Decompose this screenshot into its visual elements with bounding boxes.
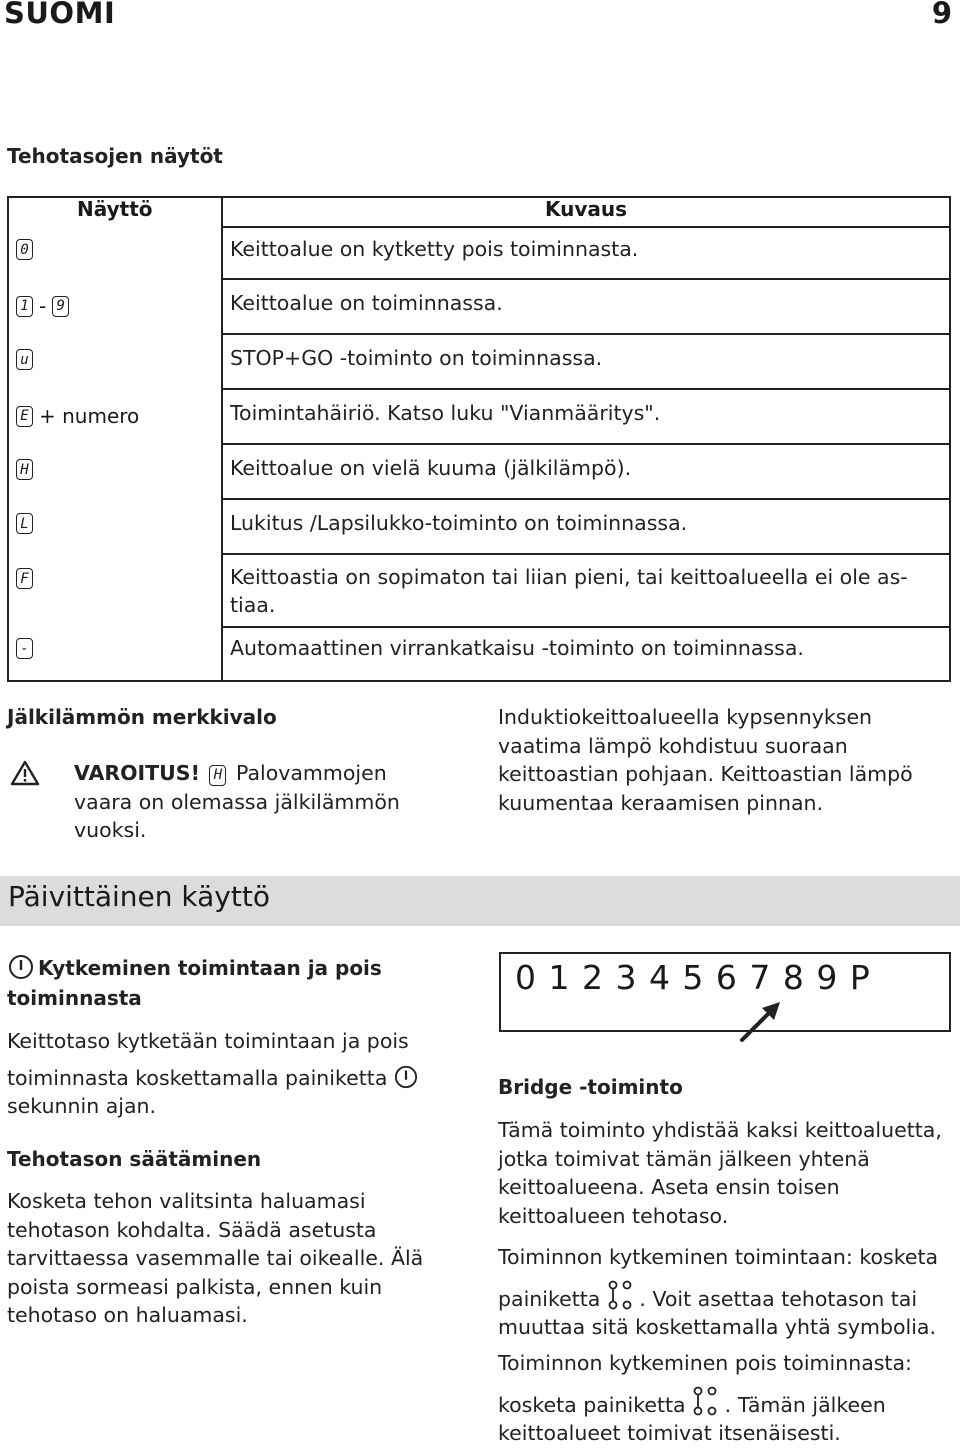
paragraph-line: Keittotaso kytketään toimintaan ja pois (7, 1029, 409, 1053)
power-level-heading: Tehotason säätäminen (7, 1147, 262, 1171)
residual-heat-heading: Jälkilämmön merkkivalo (7, 705, 277, 729)
table-row-divider (221, 498, 949, 500)
display-symbol: L (16, 513, 33, 534)
paragraph-line: Toiminnon kytkeminen pois toiminnasta: (498, 1351, 912, 1375)
table-column-divider (221, 198, 223, 680)
paragraph-line: toiminnasta koskettamalla painiketta (7, 1065, 388, 1090)
induction-paragraph (498, 703, 913, 817)
paragraph-line: Toiminnon kytkeminen toimintaan: kosketa (498, 1245, 939, 1269)
bridge-paragraph-2 (498, 1243, 938, 1342)
table-row-divider (221, 553, 949, 555)
paragraph-line: keittoalueena. Aseta ensin toisen (498, 1175, 840, 1199)
paragraph-line: . Voit asettaa tehotason tai (639, 1286, 918, 1311)
page-number: 9 (931, 0, 952, 30)
display-symbol: H (209, 765, 226, 786)
row-description: STOP+GO -toiminto on toiminnassa. (230, 346, 603, 370)
onoff-heading-line2: toiminnasta (7, 986, 142, 1010)
power-icon (394, 1065, 418, 1089)
table-row (16, 638, 33, 659)
display-symbol: u (16, 349, 33, 370)
warning-text-line: vaara on olemassa jälkilämmön (74, 789, 400, 814)
table-row-divider (221, 278, 949, 280)
bridge-icon (607, 1280, 633, 1310)
row-description: Keittoalue on kytketty pois toiminnasta. (230, 237, 639, 261)
row-description-line: tiaa. (230, 593, 276, 617)
warning-label: VAROITUS! (74, 761, 200, 785)
table-row (16, 239, 33, 260)
warning-icon (10, 760, 40, 786)
table-row (16, 459, 33, 480)
table-row (16, 568, 33, 589)
warning-text (74, 759, 400, 845)
paragraph-line: jotka toimivat tämän jälkeen yhtenä (498, 1146, 870, 1171)
display-symbol: - (16, 638, 33, 659)
paragraph-line: poista sormeasi palkista, ennen kuin (7, 1274, 383, 1299)
table-row (16, 349, 33, 370)
paragraph-line: Induktiokeittoalueella kypsennyksen (498, 705, 873, 729)
warning-text-line: vuoksi. (74, 818, 147, 842)
table-row-divider (221, 626, 949, 628)
display-symbol: F (16, 568, 33, 589)
paragraph-line: keittoalueen tehotaso. (498, 1203, 729, 1228)
paragraph-line: Kosketa tehon valitsinta haluamasi (7, 1189, 366, 1213)
display-symbol: E (16, 406, 33, 427)
paragraph-line: muuttaa sitä koskettamalla yhtä symbolia. (498, 1315, 936, 1339)
display-symbol: 9 (52, 296, 69, 317)
bridge-icon (692, 1386, 718, 1416)
bridge-paragraph-1 (498, 1116, 942, 1230)
row-description: Keittoalue on toiminnassa. (230, 291, 503, 315)
table-row (16, 404, 139, 428)
row-description: Automaattinen virrankatkaisu -toiminto on toiminnassa. (230, 636, 804, 660)
warning-text-line: Palovammojen (236, 761, 387, 785)
paragraph-line: tarvittaessa vasemmalle tai oikealle. Älä (7, 1246, 424, 1270)
table-row-divider (221, 388, 949, 390)
table-row (16, 513, 33, 534)
table-row (16, 294, 69, 318)
paragraph-line: tehotaso on haluamasi. (7, 1303, 248, 1327)
power-scale-values: 0 1 2 3 4 5 6 7 8 9 P (515, 958, 871, 997)
power-display-heading: Tehotasojen näytöt (7, 144, 223, 168)
symbol-suffix: + numero (39, 404, 140, 428)
table-row-divider (221, 226, 949, 228)
row-description (230, 563, 908, 619)
paragraph-line: Tämä toiminto yhdistää kaksi keittoaluetta, (498, 1118, 942, 1142)
power-icon (8, 954, 34, 980)
display-symbol: 1 (16, 296, 33, 317)
row-description: Lukitus /Lapsilukko-toiminto on toiminnassa. (230, 511, 688, 535)
display-symbol: 0 (16, 239, 33, 260)
paragraph-line: sekunnin ajan. (7, 1094, 157, 1118)
table-row-divider (221, 333, 949, 335)
paragraph-line: . Tämän jälkeen (724, 1392, 886, 1417)
row-description-line: Keittoastia on sopimaton tai liian pieni, tai keittoalueella ei ole as- (230, 565, 908, 589)
section-title: Päivittäinen käyttö (8, 880, 270, 913)
paragraph-line: kosketa painiketta (498, 1392, 686, 1417)
page-header (0, 0, 960, 36)
power-scale-display (499, 952, 951, 1032)
display-table (7, 196, 951, 682)
onoff-heading-line1: Kytkeminen toimintaan ja pois (38, 956, 382, 980)
bridge-paragraph-3 (498, 1349, 912, 1448)
range-separator: - (39, 294, 47, 318)
column-header-display: Näyttö (77, 197, 153, 221)
paragraph-line: keittoastian pohjaan. Keittoastian lämpö (498, 762, 913, 786)
bridge-heading: Bridge -toiminto (498, 1075, 683, 1099)
paragraph-line: keittoalueet toimivat itsenäisesti. (498, 1421, 841, 1445)
power-level-paragraph (7, 1187, 423, 1330)
arrow-icon (736, 996, 786, 1046)
row-description: Toimintahäiriö. Katso luku "Vianmääritys". (230, 401, 661, 425)
column-header-description: Kuvaus (545, 197, 628, 221)
paragraph-line: kuumentaa keraamisen pinnan. (498, 790, 824, 815)
row-description: Keittoalue on vielä kuuma (jälkilämpö). (230, 456, 632, 480)
paragraph-line: vaatima lämpö kohdistuu suoraan (498, 733, 848, 758)
language-title: SUOMI (4, 0, 116, 30)
display-symbol: H (16, 459, 33, 480)
section-banner (0, 876, 960, 926)
paragraph-line: tehotason kohdalta. Säädä asetusta (7, 1217, 377, 1242)
onoff-paragraph (7, 1027, 418, 1121)
table-row-divider (221, 443, 949, 445)
paragraph-line: painiketta (498, 1286, 601, 1311)
